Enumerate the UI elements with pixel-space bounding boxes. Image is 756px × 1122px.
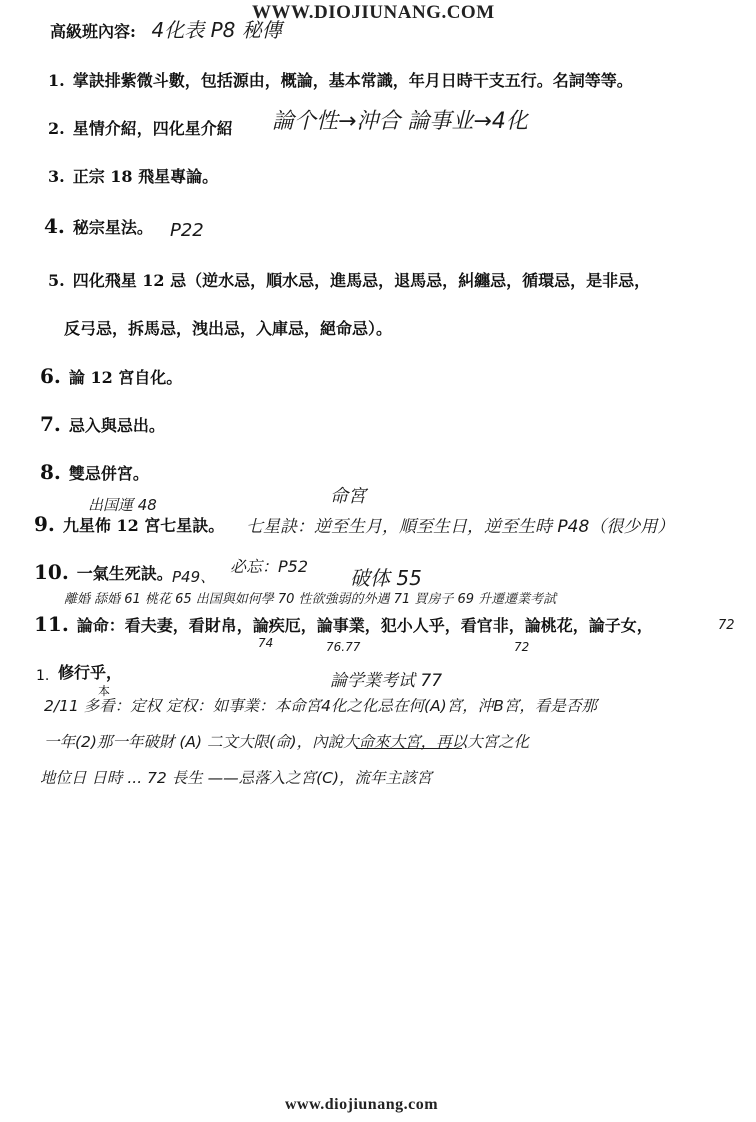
item-number: 6.: [40, 364, 61, 388]
item-text: 雙忌併宮。: [68, 464, 149, 483]
list-item-11: [34, 612, 653, 636]
item-text: 一氣生死訣。: [76, 564, 173, 583]
handwritten-note-11-top: 離婚 舔婚 61 桃花 65 出国與如何學 70 性欲強弱的外遇 71 買房子 69 升遷遷業考試: [64, 592, 557, 607]
item-text: 忌入與忌出。: [68, 416, 165, 435]
handwritten-line-3: 地位日 日時 ... 72 長生 ——忌落入之宮(C)，流年主該宮: [40, 769, 433, 787]
item-number: 10.: [34, 560, 69, 584]
item-number: 9.: [34, 512, 55, 536]
item-number: 8.: [40, 460, 61, 484]
item-text: 星情介紹，四化星介紹: [72, 119, 233, 138]
list-item-9: [34, 512, 224, 536]
handwritten-note-11-u3: 72: [514, 640, 530, 654]
item-text: 反弓忌，拆馬忌，洩出忌，入庫忌，絕命忌）。: [64, 319, 393, 338]
margin-mark-2: 本: [98, 684, 111, 698]
handwritten-note-9a: 出国運 48: [88, 496, 157, 514]
handwritten-note-10b: 必忘：P52: [230, 557, 309, 576]
list-item-2: [48, 116, 233, 139]
list-item-1: [48, 68, 633, 91]
item-text: 四化飛星 12 忌（逆水忌，順水忌，進馬忌，退馬忌，糾纏忌，循環忌，是非忌，: [72, 271, 651, 290]
item-number: 11.: [34, 612, 69, 636]
item-text: 九星佈 12 宮七星訣。: [62, 516, 225, 535]
handwritten-note-11-r: 72: [718, 618, 735, 633]
item-number: 5.: [48, 271, 65, 290]
title-handwritten-note: 4化表 P8 秘傳: [151, 18, 282, 42]
item-number: 7.: [40, 412, 61, 436]
handwritten-note-2: 論个性→沖合 論事业→4化: [272, 109, 528, 134]
handwritten-note-9b: 命宮: [330, 486, 366, 507]
item-text: 修行乎，: [58, 663, 123, 682]
list-item-7: [40, 412, 165, 436]
watermark-top: WWW.DIOJIUNANG.COM: [252, 2, 495, 23]
item-number: 3.: [48, 167, 65, 186]
item-number: 2.: [48, 119, 65, 138]
handwritten-line-1: 2/11 多看：定权 定权：如事業：本命宮4化之化忌在何(A)宮，沖B宮，看是否那: [44, 697, 597, 715]
handwritten-note-11-u1: 74: [258, 636, 274, 650]
handwritten-note-9c: 七星訣：逆至生月，順至生日，逆至生時 P48（很少用）: [246, 517, 675, 537]
list-item-8: [40, 460, 149, 484]
item-text: 論 12 宮自化。: [68, 368, 183, 387]
item-number: 4.: [44, 214, 65, 238]
handwritten-note-4: P22: [170, 220, 204, 241]
handwritten-line-2: 一年(2)那一年破財 (A) 二文大限(命)，內說大命來大宮，再以大宮之化: [44, 733, 530, 751]
list-item-10: [34, 560, 173, 584]
item-text: 論命：看夫妻，看財帛，論疾厄，論事業，犯小人乎，看官非，論桃花，論子女，: [76, 616, 653, 635]
item-text: 秘宗星法。: [72, 218, 153, 237]
margin-mark: 1.: [36, 668, 50, 684]
item-number: 1.: [48, 71, 65, 90]
handwritten-note-10a: P49、: [172, 568, 216, 586]
handwritten-note-11-below: 論学業考试 77: [330, 671, 443, 691]
item-text: 正宗 18 飛星專論。: [72, 167, 219, 186]
list-item-6: [40, 364, 182, 388]
handwritten-note-10c: 破体 55: [350, 566, 422, 590]
title-text: 高級班內容:: [50, 22, 136, 41]
list-item-5: [48, 268, 650, 291]
list-item-11-cont: [58, 660, 122, 683]
page-title: [50, 14, 282, 43]
handwritten-note-11-u2: 76.77: [326, 640, 361, 654]
list-item-5-cont: [64, 316, 392, 339]
watermark-bottom: www.diojiunang.com: [285, 1096, 439, 1113]
item-text: 掌訣排紫微斗數，包括源由，概論，基本常識，年月日時干支五行。名詞等等。: [72, 71, 633, 90]
list-item-3: [48, 164, 218, 187]
list-item-4: [44, 214, 153, 238]
